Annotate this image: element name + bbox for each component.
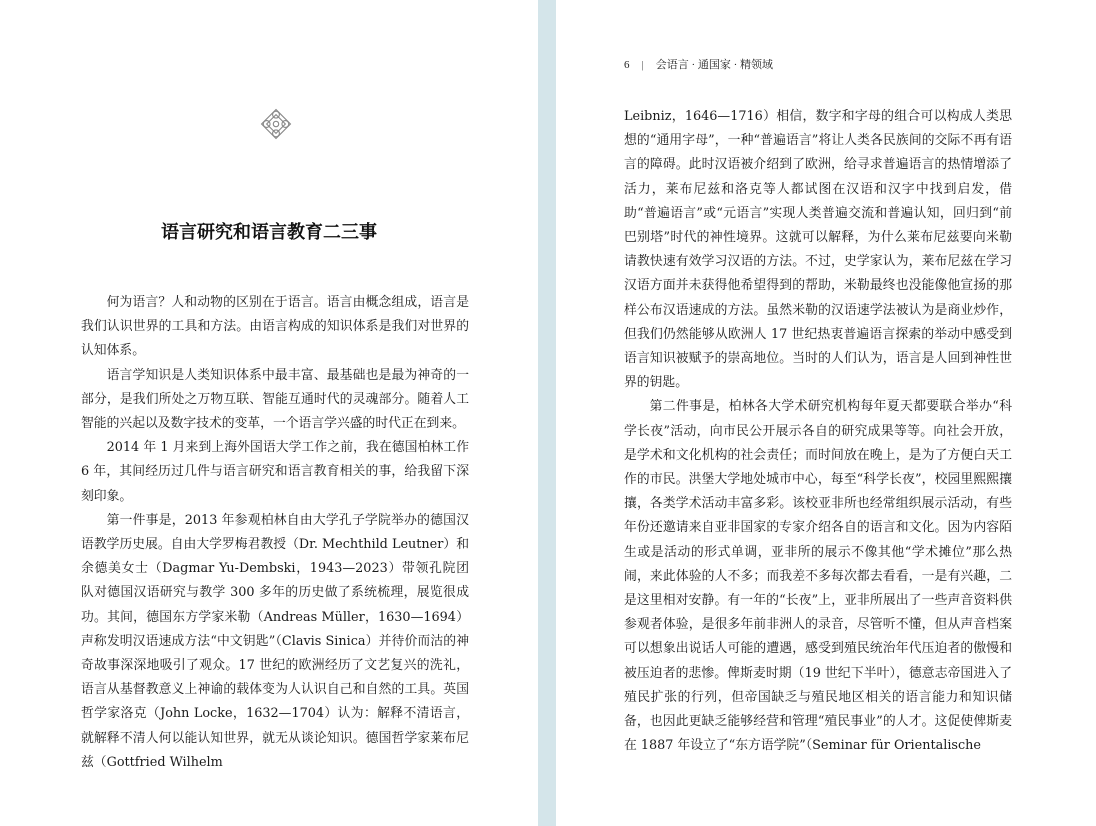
chapter-title: 语言研究和语言教育二三事 bbox=[161, 222, 377, 243]
paragraph: 语言学知识是人类知识体系中最丰富、最基础也是最为神奇的一部分，是我们所处之万物互联、智能互通时代的灵魂部分。随着人工智能的兴起以及数字技术的变革，一个语言学兴盛的时代正在到来。 bbox=[81, 367, 469, 432]
running-head bbox=[624, 56, 773, 72]
right-page-body bbox=[624, 105, 1012, 758]
left-page-body bbox=[81, 291, 469, 775]
paragraph: Leibniz，1646—1716）相信，数字和字母的组合可以构成人类思想的“通用字母”，一种“普遍语言”将让人类各民族间的交际不再有语言的障碍。此时汉语被介绍到了欧洲，给寻求普遍语言的热情增添了活力，莱布尼兹和洛克等人都试图在汉语和汉字中找到启发，借助“普遍语言”或“元语言”实现人类普遍交流和普遍认知，回归到“前巴别塔”时代的神性境界。这就可以解释，为什么莱布尼兹要向米勒请教快速有效学习汉语的方法。不过，史学家认为，莱布尼兹在学习汉语方面并未获得他希望得到的帮助，米勒最终也没能像他宣扬的那样公布汉语速成的方法。虽然米勒的汉语速学法被认为是商业炒作，但我们仍然能够从欧洲人 17 世纪热衷普遍语言探索的举动中感受到语言知识被赋予的崇高地位。当时的人们认为，语言是人回到神性世界的钥匙。 bbox=[624, 109, 1012, 391]
quatrefoil-knot-icon bbox=[259, 107, 293, 141]
paragraph: 何为语言？人和动物的区别在于语言。语言由概念组成，语言是我们认识世界的工具和方法。由语言构成的知识体系是我们对世界的认知体系。 bbox=[81, 295, 469, 359]
book-title: 会语言 · 通国家 · 精领域 bbox=[655, 59, 774, 71]
paragraph: 2014 年 1 月来到上海外国语大学工作之前，我在德国柏林工作 6 年，其间经历过几件与语言研究和语言教育相关的事，给我留下深刻印象。 bbox=[81, 440, 469, 504]
paragraph: 第一件事是，2013 年参观柏林自由大学孔子学院举办的德国汉语教学历史展。自由大学罗梅君教授（Dr. Mechthild Leutner）和余德美女士（Dagmar Yu-Dembski，1943—2023）带领孔院团队对德国汉语研究与教学 300 多年的历史做了系统梳理，展览很成功。其间，德国东方学家米勒（Andreas Müller，1630—1694）声称发明汉语速成方法“中文钥匙”（Clavis Sinica）并待价而沽的神奇故事深深地吸引了观众。17 世纪的欧洲经历了文艺复兴的洗礼，语言从基督教意义上神谕的载体变为人认识自己和自然的工具。英国哲学家洛克（John Locke，1632—1704）认为：解释不清语言，就解释不清人何以能认知世界，就无从谈论知识。德国哲学家莱布尼兹（Gottfried Wilhelm bbox=[81, 512, 469, 770]
page-number: 6 bbox=[624, 59, 630, 71]
paragraph: 第二件事是，柏林各大学术研究机构每年夏天都要联合举办“科学长夜”活动，向市民公开展示各自的研究成果等等。向社会开放，是学术和文化机构的社会责任；而时间放在晚上，是为了方便白天工作的市民。洪堡大学地处城市中心，每至“科学长夜”，校园里熙熙攘攘，各类学术活动丰富多彩。该校亚非所也经常组织展示活动，有些年份还邀请来自亚非国家的专家介绍各自的语言和文化。因为内容陌生或是活动的形式单调，亚非所的展示不像其他“学术摊位”那么热闹，来此体验的人不多；而我差不多每次都去看看，一是有兴趣，二是这里相对安静。有一年的“长夜”上，亚非所展出了一些声音资料供参观者体验，是很多年前非洲人的录音，尽管听不懂，但从声音档案可以想象出说话人可能的遭遇，感受到殖民统治年代压迫者的傲慢和被压迫者的悲惨。俾斯麦时期（19 世纪下半叶），德意志帝国进入了殖民扩张的行列，但帝国缺乏与殖民地区相关的语言能力和知识储备，也因此更缺乏能够经营和管理“殖民事业”的人才。这促使俾斯麦在 1887 年设立了“东方语学院”（Seminar für Orientalische bbox=[624, 399, 1012, 754]
running-head-separator: | bbox=[641, 59, 644, 71]
